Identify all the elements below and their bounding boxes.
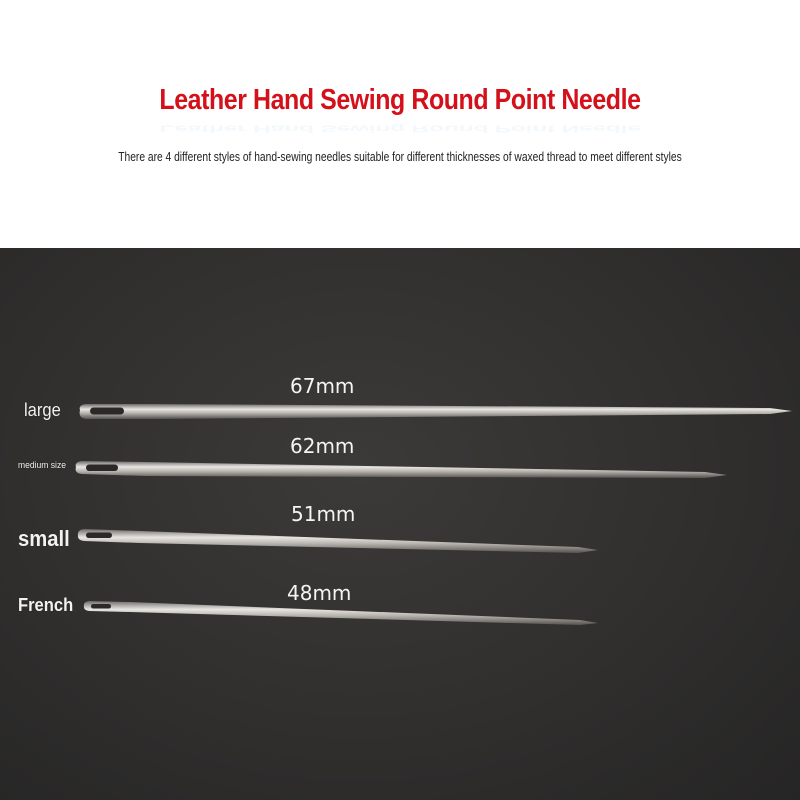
length-medium: 62mm bbox=[290, 434, 355, 458]
needle-eye bbox=[86, 465, 118, 472]
label-small: small bbox=[18, 526, 70, 551]
title-reflection: Leather Hand Sewing Round Point Needle bbox=[159, 123, 641, 135]
needle-large bbox=[80, 404, 792, 419]
needle-eye bbox=[91, 604, 111, 609]
needle-eye bbox=[86, 533, 112, 539]
label-french: French bbox=[18, 595, 74, 615]
label-large: large bbox=[24, 400, 61, 420]
label-medium: medium size bbox=[18, 460, 66, 471]
length-french: 48mm bbox=[287, 581, 352, 605]
page-title: Leather Hand Sewing Round Point Needle bbox=[159, 84, 641, 116]
needle-medium bbox=[76, 461, 727, 478]
needle-photo bbox=[0, 248, 800, 800]
page-subtitle: There are 4 different styles of hand-sewing needles suitable for different thicknesses of waxed thread to meet different styles bbox=[118, 150, 682, 164]
needles-drawing bbox=[0, 248, 800, 800]
length-small: 51mm bbox=[291, 502, 356, 526]
needle-small bbox=[78, 529, 598, 553]
header-banner bbox=[0, 0, 800, 248]
length-large: 67mm bbox=[290, 374, 355, 398]
needle-eye bbox=[90, 408, 124, 415]
